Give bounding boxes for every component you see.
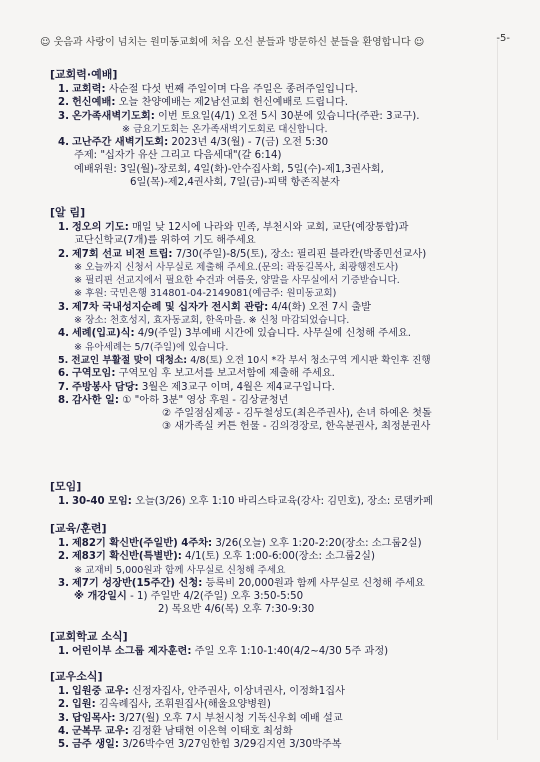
notice-section xyxy=(50,206,510,434)
worship-item-4-theme: 주제: "십자가 유산 그리고 다음세대"(갈 6:14) xyxy=(74,150,282,162)
notice-item-7: 7. 주방봉사 담당: 3월은 제3교구 이며, 4월은 제4교구입니다. xyxy=(58,381,335,393)
members-section xyxy=(50,670,510,751)
worship-item-1: 1. 교회력: 사순절 다섯 번째 주일이며 다음 주일은 종려주일입니다. xyxy=(58,84,358,95)
notice-item-8-thanks-3: ③ 새가족실 커튼 헌물 - 김의경장로, 한옥분권사, 최정분권사 xyxy=(162,421,431,433)
meeting-section xyxy=(50,480,510,508)
section-title: [교육/훈련] xyxy=(50,522,107,535)
page-number: -5- xyxy=(496,33,510,44)
training-item-2-note: ※ 교재비 5,000원과 함께 사무실로 신청해 주세요 xyxy=(74,564,286,576)
members-item-1: 1. 입원중 교우: 신정자집사, 안주권사, 이상녀권사, 이정화1집사 xyxy=(58,686,345,697)
members-item-5: 5. 금주 생일: 3/26박수연 3/27임한힘 3/29김지연 3/30박주복 xyxy=(58,739,342,751)
page-header xyxy=(40,33,510,48)
notice-item-2: 2. 제7회 선교 비전 트립: 7/30(주일)-8/5(토), 장소: 필리핀 블라칸(박종민선교사) xyxy=(58,248,427,260)
worship-item-3: 3. 온가족새벽기도회: 이번 토요일(4/1) 오전 5시 30분에 있습니다(주관: 3교구). xyxy=(58,110,420,122)
members-item-3: 3. 답임목사: 3/27(월) 오후 7시 부천시청 기독신우회 예배 설교 xyxy=(58,712,343,724)
notice-item-8: 8. 감사한 일: ① "아하 3분" 영상 후원 - 김상균청년 xyxy=(58,394,289,406)
meeting-item-1: 1. 30-40 모임: 오늘(3/26) 오후 1:10 바리스타교육(강사: 김민호), 장소: 로뎀카페 xyxy=(58,496,433,507)
worship-item-4-committee-cont: 6일(목)-제2,4권사회, 7일(금)-피택 항존직분자 xyxy=(130,177,340,189)
worship-item-4: 4. 고난주간 새벽기도회: 2023년 4/3(월) - 7(금) 오전 5:30 xyxy=(58,137,329,149)
notice-item-1-cont: 교단신학교(7개)를 위하여 기도 해주세요 xyxy=(74,235,256,247)
worship-item-2: 2. 헌신예배: 오늘 찬양예배는 제2남선교회 헌신예배로 드립니다. xyxy=(58,97,348,109)
school-item-1: 1. 어린이부 소그룹 제자훈련: 주일 오후 1:10-1:40(4/2~4/30 5주 과정) xyxy=(58,646,389,657)
notice-item-2-note-1: ※ 오늘까지 신청서 사무실로 제출해 주세요.(문의: 곽동길목사, 최광행전도사) xyxy=(74,261,399,273)
training-section xyxy=(50,522,510,617)
training-item-1: 1. 제82기 확신반(주일반) 4주차: 3/26(오늘) 오후 1:20-2:20(장소: 소그룹2실) xyxy=(58,538,422,549)
training-item-3-schedule-1: ※ 개강일시 - 1) 주일반 4/2(주일) 오후 3:50-5:50 xyxy=(74,591,304,603)
training-item-3: 3. 제7기 성장반(15주간) 신청: 등록비 20,000원과 함께 사무실로 신청해 주세요 xyxy=(58,577,425,589)
notice-item-8-thanks-2: ② 주일점심제공 - 김두철성도(최은주권사), 손녀 하예온 첫돌 xyxy=(162,408,432,420)
section-title: [교회학교 소식] xyxy=(50,630,128,643)
worship-section xyxy=(50,68,510,189)
notice-item-2-note-2: ※ 필리핀 선교지에서 필요한 수건과 여름옷, 양말을 사무실에서 기증받습니다. xyxy=(74,275,400,287)
section-title: [교회력·예배] xyxy=(50,68,118,81)
notice-item-2-note-3: ※ 후원: 국민은행 314801-04-2149081(예금주: 원미동교회) xyxy=(74,288,337,300)
section-title: [교우소식] xyxy=(50,670,103,683)
training-item-3-schedule-2: 2) 목요반 4/6(목) 오후 7:30-9:30 xyxy=(158,604,315,616)
notice-item-3: 3. 제7차 국내성지순례 및 십자가 전시회 관람: 4/4(화) 오전 7시 출발 xyxy=(58,301,371,313)
notice-item-6: 6. 구역모임: 구역모임 후 보고서를 보고서함에 제출해 주세요. xyxy=(58,368,335,380)
members-item-4: 4. 군복무 교우: 김정환 남태현 이은혁 이태호 최성화 xyxy=(58,725,293,737)
notice-item-5: 5. 전교인 부활절 맞이 대청소: 4/8(토) 오전 10시 *각 부서 청소구역 게시판 확인후 진행 xyxy=(58,354,431,366)
welcome-message: ☺ 웃음과 사랑이 넘치는 원미동교회에 처음 오신 분들과 방문하신 분들을 환영합니다 ☺ xyxy=(40,37,425,48)
school-section xyxy=(50,630,510,658)
notice-item-4-note: ※ 유아세례는 5/7(주일)에 있습니다. xyxy=(74,341,229,353)
worship-item-3-note: ※ 금요기도회는 온가족새벽기도회로 대신합니다. xyxy=(122,123,328,135)
section-title: [모임] xyxy=(50,480,82,493)
notice-item-4: 4. 세례(입교)식: 4/9(주일) 3부예배 시간에 있습니다. 사무실에 신청해 주세요. xyxy=(58,328,412,340)
members-item-2: 2. 입원: 김옥례집사, 조휘원집사(해울요양병원) xyxy=(58,699,271,711)
notice-item-1: 1. 정오의 기도: 매일 낮 12시에 나라와 민족, 부천시와 교회, 교단(예장통합)과 xyxy=(58,222,409,233)
training-item-2: 2. 제83기 확신반(특별반): 4/1(토) 오후 1:00-6:00(장소: 소그룹2실) xyxy=(58,551,375,563)
worship-item-4-committee: 예배위원: 3일(월)-장로회, 4일(화)-안수집사회, 5일(수)-제1,3권사회, xyxy=(74,163,384,175)
section-title: [알 림] xyxy=(50,206,86,219)
notice-item-3-note: ※ 장소: 천호성지, 효자동교회, 한옥마을. ※ 신청 마감되었습니다. xyxy=(74,315,350,327)
